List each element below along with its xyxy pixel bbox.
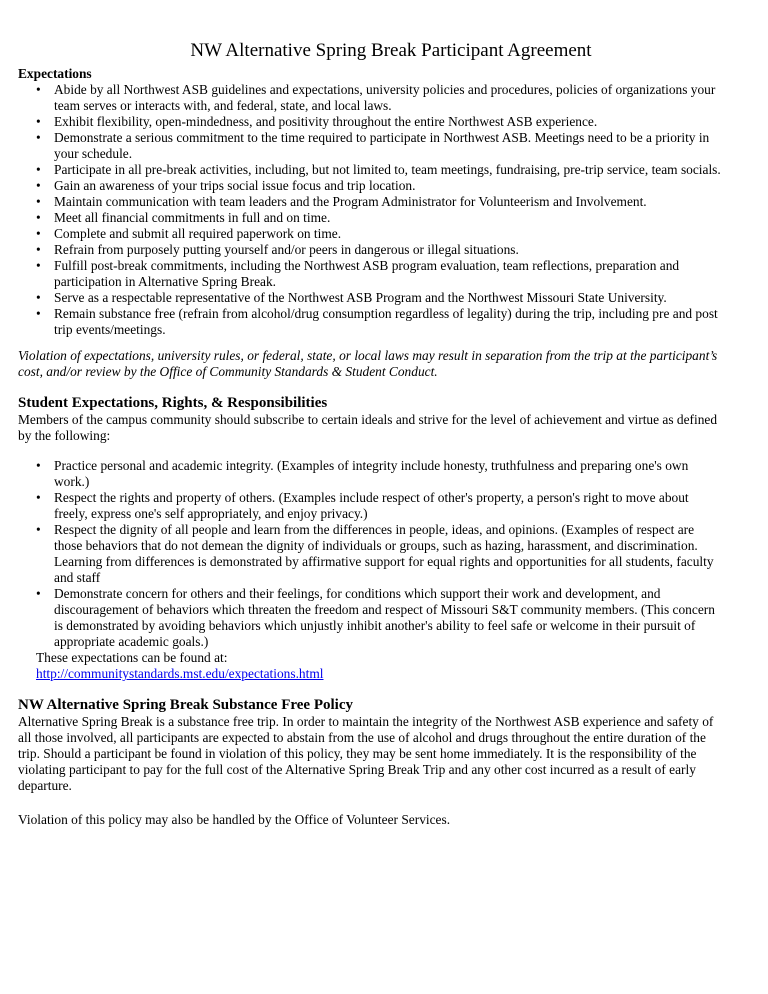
student-expectations-list — [18, 458, 724, 650]
expectations-list — [18, 82, 724, 338]
expectations-found-at: These expectations can be found at: — [36, 650, 228, 665]
substance-policy-body: Alternative Spring Break is a substance free trip. In order to maintain the integrity of the Northwest ASB experience and safety of all those involved, all participants are expected to abstain from the use of alcohol and drugs throughout the entire duration of the trip. Should a participant be found in violation of this policy, they may be sent home immediately. It is the responsibility of the violating participant to pay for the full cost of the Alternative Spring Break Trip and any other cost incurred as a result of early departure. — [18, 714, 714, 793]
list-item: • Abide by all Northwest ASB guidelines and expectations, university policies and procedures, policies of organizations your team serves or interacts with, and federal, state, and local laws. — [54, 82, 724, 114]
list-item: • Complete and submit all required paperwork on time. — [54, 226, 724, 242]
list-item: • Meet all financial commitments in full and on time. — [54, 210, 724, 226]
list-item: • Fulfill post-break commitments, including the Northwest ASB program evaluation, team reflections, preparation and participation in Alternative Spring Break. — [54, 258, 724, 290]
list-item: • Refrain from purposely putting yourself and/or peers in dangerous or illegal situations. — [54, 242, 724, 258]
expectations-heading: Expectations — [18, 66, 92, 81]
expectations-violation-note: Violation of expectations, university rules, or federal, state, or local laws may result in separation from the trip at the participant’s cost, and/or review by the Office of Community Standards & Student Conduct. — [18, 348, 718, 379]
list-item: • Serve as a respectable representative of the Northwest ASB Program and the Northwest Missouri State University. — [54, 290, 724, 306]
list-item: • Respect the rights and property of others. (Examples include respect of other's property, a person's right to move about freely, express one's self appropriately, and enjoy privacy.) — [54, 490, 724, 522]
list-item: • Demonstrate a serious commitment to the time required to participate in Northwest ASB. Meetings need to be a priority in your schedule. — [54, 130, 724, 162]
list-item: • Respect the dignity of all people and learn from the differences in people, ideas, and opinions. (Examples of respect are those behaviors that do not demean the dignity of individuals or groups, such as hazing, harassment, and discrimination. Learning from differences is demonstrated by affirmative support for equal rights and opportunities for all students, faculty and staff — [54, 522, 724, 586]
student-expectations-heading: Student Expectations, Rights, & Responsibilities — [18, 395, 328, 411]
list-item: • Remain substance free (refrain from alcohol/drug consumption regardless of legality) during the trip, including pre and post trip events/meetings. — [54, 306, 724, 338]
list-item: • Maintain communication with team leaders and the Program Administrator for Volunteerism and Involvement. — [54, 194, 724, 210]
list-item: • Demonstrate concern for others and their feelings, for conditions which support their work and development, and discouragement of behaviors which threaten the freedom and respect of Missouri S&T community members. (This concern is demonstrated by avoiding behaviors which unjustly inhibit another's ability to feel safe or welcome in their pursuit of appropriate academic goals.) — [54, 586, 724, 650]
student-expectations-intro: Members of the campus community should subscribe to certain ideals and strive for the level of achievement and virtue as defined by the following: — [18, 412, 718, 443]
list-item: • Gain an awareness of your trips social issue focus and trip location. — [54, 178, 724, 194]
substance-policy-heading: NW Alternative Spring Break Substance Free Policy — [18, 697, 353, 713]
list-item: • Exhibit flexibility, open-mindedness, and positivity throughout the entire Northwest ASB experience. — [54, 114, 724, 130]
list-item: • Practice personal and academic integrity. (Examples of integrity include honesty, truthfulness and preparing one's own work.) — [54, 458, 724, 490]
list-item: • Participate in all pre-break activities, including, but not limited to, team meetings, fundraising, pre-trip service, team socials. — [54, 162, 724, 178]
substance-policy-violation-note: Violation of this policy may also be handled by the Office of Volunteer Services. — [18, 812, 451, 827]
document-title: NW Alternative Spring Break Participant Agreement — [190, 40, 592, 61]
expectations-link[interactable]: http://communitystandards.mst.edu/expectations.html — [36, 666, 324, 681]
